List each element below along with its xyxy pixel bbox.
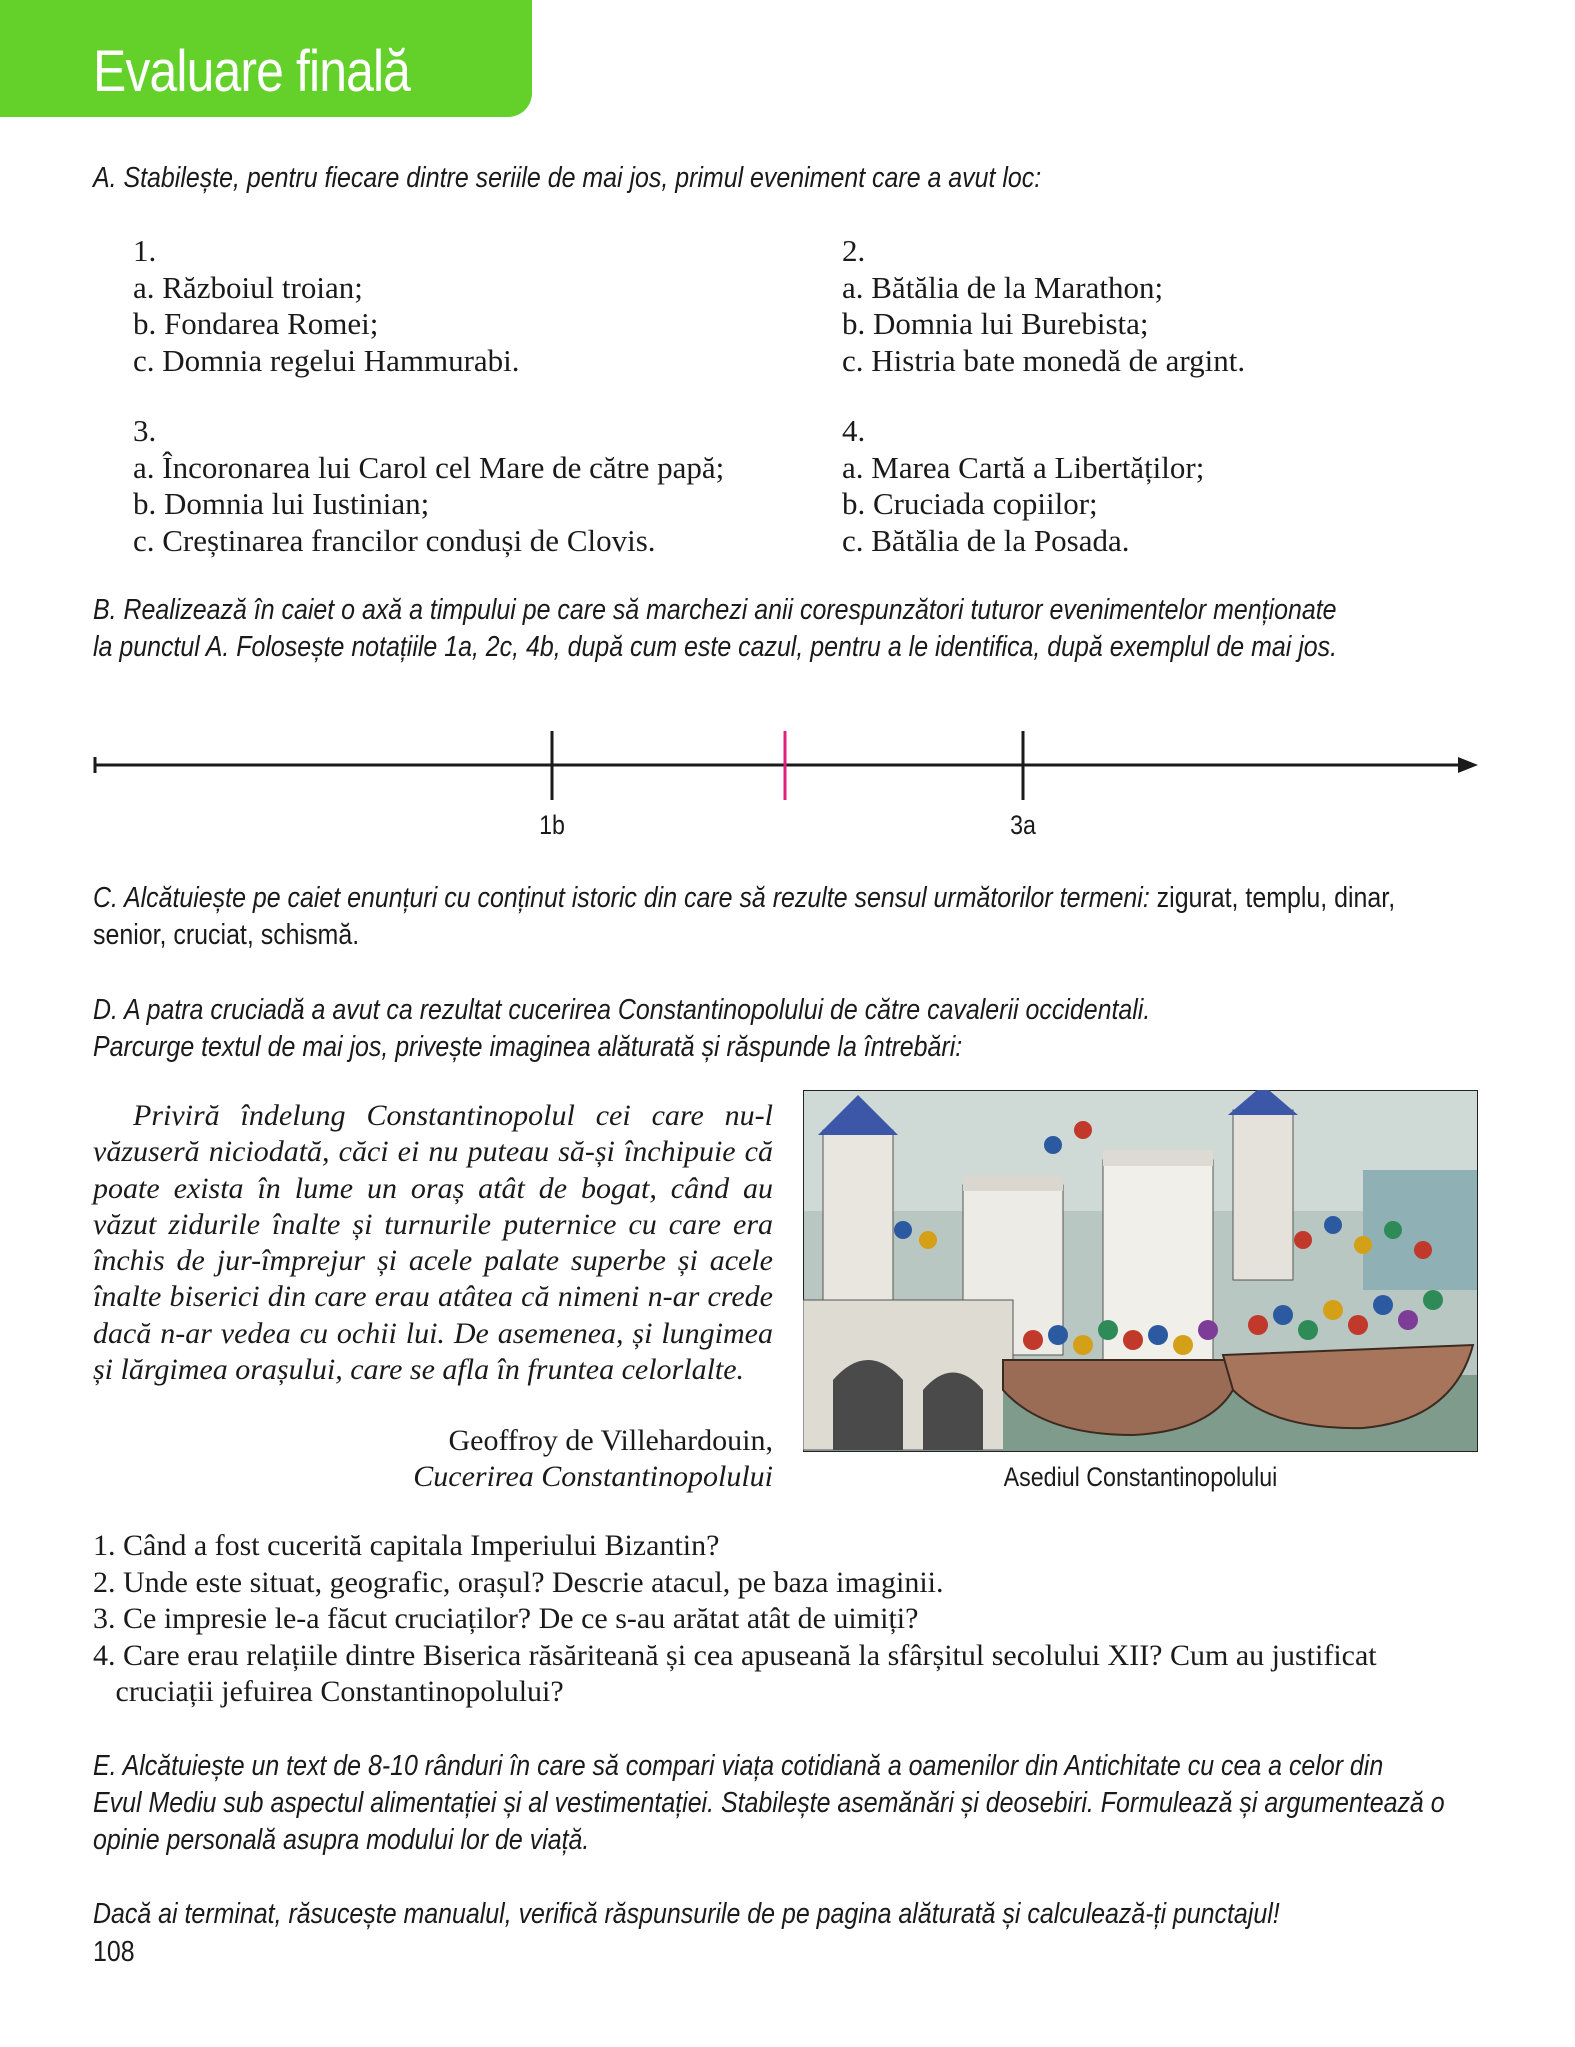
section-c-line1 <box>93 880 1395 917</box>
question-cont: cruciații jefuirea Constantinopolului? <box>93 1675 564 1708</box>
bridge-arch <box>833 1360 903 1450</box>
section-d-line1: D. A patra cruciadă a avut ca rezultat cucerirea Constantinopolului de către cavalerii occidentali. <box>93 994 1151 1026</box>
timeline-arrow-icon <box>1458 757 1478 773</box>
question: 4. Care erau relațiile dintre Biserica răsăriteană și cea apuseană la sfârșitul secolului XII? Cum au justificat <box>93 1638 1377 1672</box>
section-c-line2 <box>93 917 359 954</box>
source-quote: Priviră îndelung Constantinopolul cei care nu-l văzuseră niciodată, căci ei nu puteau să-și închipuie că poate exista în lume un oraș atât de bogat, când au văzut zidurile înalte și turnurile puternice cu care era închis de jur-împrejur și acele palate superbe și acele înalte biserici din care erau atâtea că nimeni n-ar crede dacă n-ar vedea cu ochii lui. De asemenea, și lungimea și lărgimea orașului, care se afla în fruntea celorlalte. <box>93 1099 773 1387</box>
timeline-label-3a: 3a <box>1010 810 1036 840</box>
questions-list <box>93 1528 1377 1711</box>
series-item: a. Bătălia de la Marathon; <box>842 269 1164 305</box>
bridge-arch <box>923 1373 983 1451</box>
section-e-line2: Evul Mediu sub aspectul alimentației și al vestimentației. Stabilește asemănări și deosebiri. Formulează și argumentează o <box>93 1787 1445 1819</box>
page-title: Evaluare finală <box>93 39 411 104</box>
sea <box>1363 1170 1477 1290</box>
series-item: c. Bătălia de la Posada. <box>842 522 1130 558</box>
quote-author: Geoffroy de Villehardouin, <box>448 1424 773 1457</box>
question: 2. Unde este situat, geografic, orașul? Descrie atacul, pe baza imaginii. <box>93 1565 944 1599</box>
section-a-instruction: A. Stabilește, pentru fiecare dintre seriile de mai jos, primul eveniment care a avut loc: <box>93 162 1042 194</box>
question: 3. Ce impresie le-a făcut cruciaților? De ce s-au arătat atât de uimiți? <box>93 1602 919 1635</box>
series-item: a. Războiul troian; <box>133 269 363 305</box>
timeline-label-1b: 1b <box>539 810 565 840</box>
tower-battlement <box>1103 1150 1213 1166</box>
timeline-axis <box>0 0 1575 900</box>
section-b-line2: la punctul A. Folosește notațiile 1a, 2c, 4b, după cum este cazul, pentru a le identifica, după exemplul de mai jos. <box>93 631 1338 663</box>
section-c-terms: zigurat, templu, dinar, <box>1149 882 1396 914</box>
series-number: 3. <box>133 413 157 448</box>
series-item: a. Încoronarea lui Carol cel Mare de către papă; <box>133 449 725 485</box>
question: 1. Când a fost cucerită capitala Imperiului Bizantin? <box>93 1529 720 1562</box>
siege-illustration <box>803 1090 1478 1452</box>
series-number: 1. <box>133 233 157 268</box>
image-caption: Asediul Constantinopolului <box>1003 1462 1278 1492</box>
section-c-instruction: C. Alcătuiește pe caiet enunțuri cu conținut istoric din care să rezulte sensul următorilor termeni: <box>93 882 1150 914</box>
series-number: 2. <box>842 233 866 268</box>
series-item: b. Fondarea Romei; <box>133 306 379 341</box>
series-item: a. Marea Cartă a Libertăților; <box>842 449 1205 485</box>
section-d-line2: Parcurge textul de mai jos, privește imaginea alăturată și răspunde la întrebări: <box>93 1031 963 1063</box>
tower-battlement <box>963 1175 1063 1191</box>
series-number: 4. <box>842 413 866 448</box>
section-e-line1: E. Alcătuiește un text de 8-10 rânduri în care să compari viața cotidiană a oamenilor din Antichitate cu cea a celor din <box>93 1750 1384 1782</box>
series-item: c. Creștinarea francilor conduși de Clovis. <box>133 522 656 558</box>
page-number: 108 <box>93 1936 135 1968</box>
closing-note: Dacă ai terminat, răsucește manualul, verifică răspunsurile de pe pagina alăturată și calculează-ți punctajul! <box>93 1898 1280 1930</box>
series-item: c. Histria bate monedă de argint. <box>842 342 1246 378</box>
quote-source: Cucerirea Constantinopolului <box>413 1460 773 1493</box>
section-b-line1: B. Realizează în caiet o axă a timpului pe care să marchezi anii corespunzători tuturor evenimentelor menționate <box>93 594 1337 626</box>
quote-attribution <box>93 1423 773 1495</box>
series-item: c. Domnia regelui Hammurabi. <box>133 342 520 378</box>
series-item: b. Cruciada copiilor; <box>842 486 1098 521</box>
series-item: b. Domnia lui Iustinian; <box>133 486 430 521</box>
section-e-line3: opinie personală asupra modului lor de viață. <box>93 1824 590 1856</box>
tower-back <box>1233 1110 1293 1280</box>
section-c-terms-cont: senior, cruciat, schismă. <box>93 919 360 951</box>
series-item: b. Domnia lui Burebista; <box>842 306 1149 341</box>
